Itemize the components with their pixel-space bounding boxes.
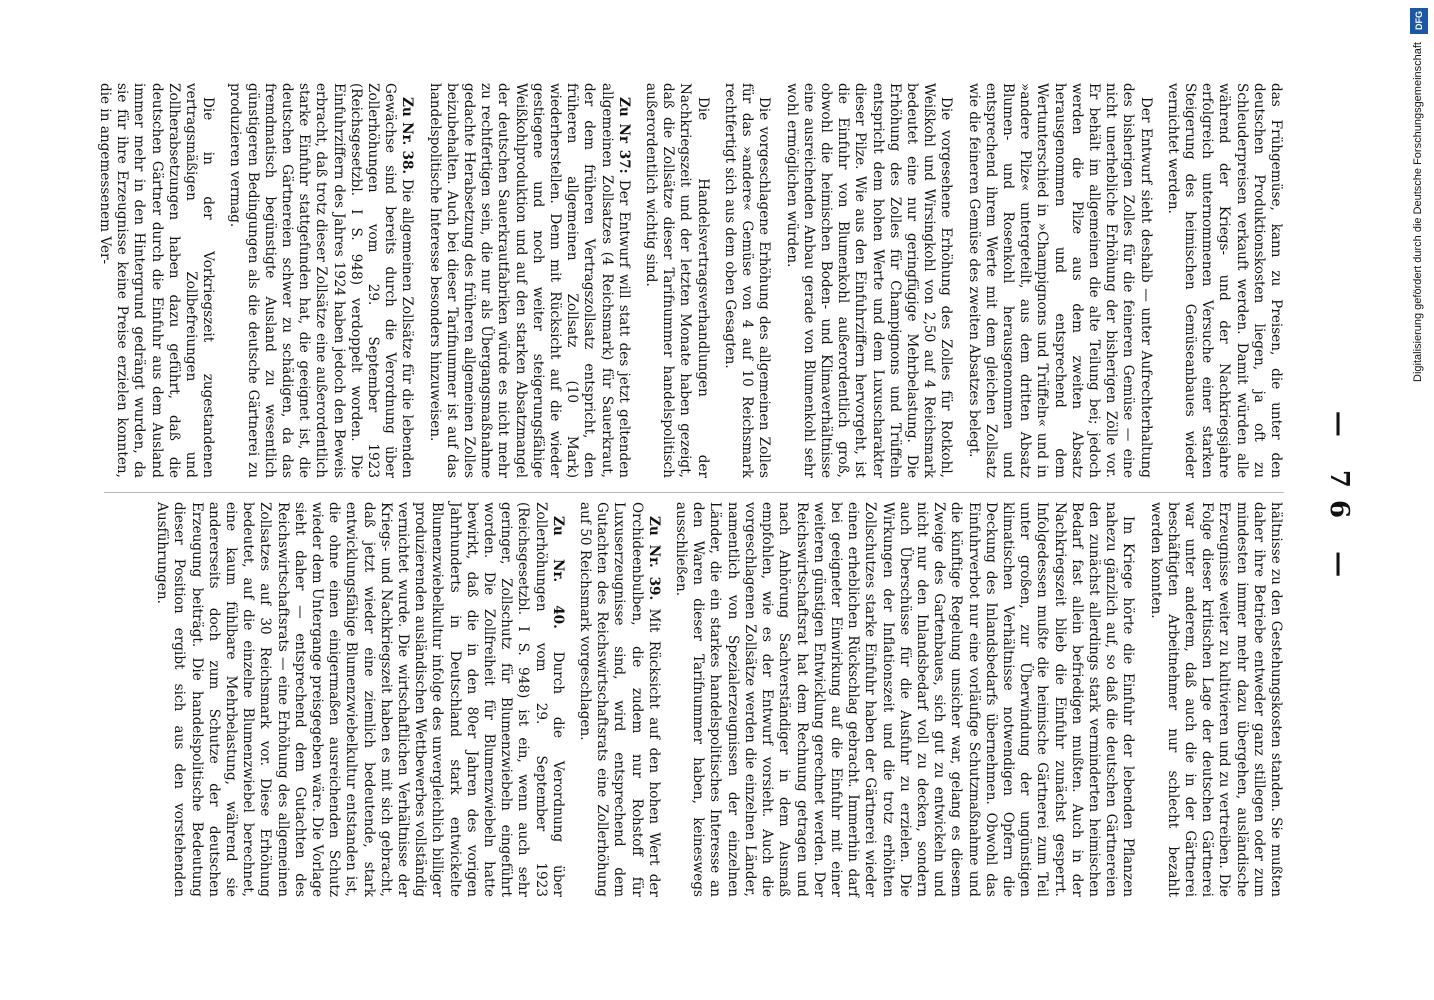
paragraph xyxy=(96,83,216,478)
dfg-logo: DFG xyxy=(1410,8,1428,34)
paragraph-text: Der Entwurf will statt des jetzt geltenden allgemeinen Zollsatzes (4 Reichsmark) für Sauerkraut, der dem früheren Vertragszollsatz entspricht, den früheren allgemeinen Zollsatz (10 Mark) wiederherstellen. Denn mit Rücksicht auf die wieder gestiegene und noch weiter steigerungsfähige Weißkohlproduktion und auf den starken Absatzmangel der deutschen Sauerkrautfabriken würde es nicht mehr zu rechtfertigen sein, die nur als Übergangsmaßnahme gedachte Herabsetzung des früheren allgemeinen Zolles beizubehalten. Auch bei dieser Tarifnummer ist auf das handelspolitische Interesse besonders hinzuweisen. xyxy=(426,83,632,478)
right-column xyxy=(143,502,1284,897)
paragraph-text: Im Kriege hörte die Einfuhr der lebenden Pflanzen nahezu gänzlich auf, so daß die deutschen Gärtnereien den zunächst allerdings stark verminderten heimischen Bedarf fast allein befriedigen mußten. Auch in der Nachkriegszeit blieb die Einfuhr zunächst gesperrt. Infolgedessen mußte die heimische Gärtnerei zum Teil unter großen, zur Überwindung der ungünstigen klimatischen Verhältnisse notwendigen Opfern die Deckung des Inlandsbedarfs übernehmen. Obwohl das Einfuhrverbot nur eine vorläufige Schutzmaßnahme und die künftige Regelung unsicher war, gelang es diesem Zweige des Gartenbaues, sich gut zu entwickeln und nicht nur den Inlandsbedarf voll zu decken, sondern auch Überschüsse für die Ausfuhr zu erzielen. Die Wirkungen der Inflationszeit und die trotz erhöhten Zollschutzes starke Einfuhr haben der Gärtnerei wieder einen erheblichen Rückschlag gebracht. Immerhin darf bei geeigneter Einwirkung auf die Einfuhr mit einer weiteren günstigen Entwicklung gerechnet werden. Der Reichswirtschaftsrat hat dem Rechnung getragen und nach Anhörung Sachverständiger in dem Ausmaß empfohlen, wie es der Entwurf vorsieht. Auch die vorgeschlagenen Zollsätze werden die einzelnen Länder, namentlich von Spezialerzeugnissen der einzelnen Länder, die ein starkes handelspolitisches Interesse an den Waren dieser Tarifnummer haben, keineswegs ausschließen. xyxy=(673,502,1137,897)
paragraph-text: das Frühgemüse, kann zu Preisen, die unter den deutschen Produktionskosten liegen, ja oft zu Schleuderpreisen verkauft werden. Damit würden alle während der Kriegs- und der Nachkriegsjahre erfolgreich unternommenen Versuche einer starken Steigerung des heimischen Gemüseanbaues wieder vernichtet werden. xyxy=(1164,83,1284,478)
paragraph-text: Die in der Vorkriegszeit zugestandenen vertragsmäßigen Zollbefreiungen und Zollherabsetzungen haben dazu geführt, daß die deutschen Gärtner durch die Einfuhr aus dem Ausland immer mehr in den Hintergrund gedrängt wurden, da sie für ihre Erzeugnisse keine Preise erzielen konnten, die in angemessenem Ver- xyxy=(97,83,217,478)
paragraph xyxy=(964,83,1153,478)
paragraph-text: Durch die Verordnung über Zollerhöhungen vom 29. September 1923 (Reichsgesetzbl. I S. 948) ist ein, wenn auch sehr geringer, Zollschutz für Blumenzwiebeln eingeführt worden. Die Zollfreiheit für Blumenzwiebeln hatte bewirkt, daß die in den 80er Jahren des vorigen Jahrhunderts in Deutschland stark entwickelte Blumenzwiebelkultur infolge des unvergleichlich billiger produzierenden ausländischen Wettbewerbes vollständig vernichtet wurde. Die wirtschaftlichen Verhältnisse der Kriegs- und Nachkriegszeit haben es mit sich gebracht, daß jetzt wieder eine ziemlich bedeutende, stark entwicklungsfähige Blumenzwiebelkultur entstanden ist, die ohne einen einigermaßen ausreichenden Schutz wieder dem Untergange preisgegeben wäre. Die Vorlage sieht daher — entsprechend dem Gutachten des Reichswirtschaftsrats — eine Erhöhung des allgemeinen Zollsatzes auf 30 Reichsmark vor. Diese Erhöhung bedeutet, auf die einzelne Blumenzwiebel berechnet, eine kaum fühlbare Mehrbelastung, während sie andererseits doch zum Schutze der deutschen Erzeugung beiträgt. Die handelspolitische Bedeutung dieser Position ergibt sich aus den vorstehenden Ausführungen. xyxy=(154,502,566,897)
paragraph-text: hältnisse zu den Gestehungskosten standen. Sie mußten daher ihre Betriebe entweder ganz stillegen oder zum mindesten immer mehr dazu übergehen, ausländische Erzeugnisse weiter zu kultivieren und zu vertreiben. Die Folge dieser kritischen Lage der deutschen Gärtnerei war unter anderem, daß auch die in der Gärtnerei beschäftigten Arbeitnehmer nur schlecht bezahlt werden konnten. xyxy=(1147,502,1284,897)
paragraph-lead: Zu Nr. 38. xyxy=(399,97,416,175)
paragraph-text: Mit Rücksicht auf den hohen Wert der Orchideenbulben, die zudem nur Rohstoff für Luxuserzeugnisse sind, wird entsprechend dem Gutachten des Reichswirtschaftsrats eine Zollerhöhung auf 50 Reichsmark vorgeschlagen. xyxy=(577,502,662,897)
paragraph xyxy=(721,83,773,478)
left-column xyxy=(86,83,1284,478)
paragraph-text: Die Handelsvertragsverhandlungen der Nachkriegszeit und der letzten Monate haben gezeigt, daß die Zollsätze dieser Tarifnummer handelspolitisch außerordentlich wichtig sind. xyxy=(643,83,711,478)
page-number: — 76 — xyxy=(1324,410,1354,590)
paragraph xyxy=(782,83,954,478)
paragraph-lead: Zu Nr. 40. xyxy=(549,516,566,629)
paragraph-lead: Zu Nr. 39. xyxy=(645,516,662,601)
paragraph xyxy=(672,502,1136,897)
paragraph xyxy=(642,83,711,478)
paragraph-lead: Zu Nr 37: xyxy=(615,97,632,174)
paragraph-text: Die vorgesehene Erhöhung des Zolles für Rotkohl, Weißkohl und Wirsingkohl von 2,50 auf 4 Reichsmark bedeutet eine nur geringfügige Mehrbelastung. Die Erhöhung des Zolles für Champignons und Trüffeln entspricht dem hohen Werte und dem Luxuscharakter dieser Pilze. Wie aus den Einfuhrziffern hervorgeht, ist die Einfuhr von Blumenkohl außerordentlich groß, obwohl die heimischen Boden- und Klimaverhältnisse eine ausreichenden Anbau gerade von Blumenkohl sehr wohl ermöglichen würden. xyxy=(783,83,955,478)
paragraph xyxy=(1146,502,1284,897)
paragraph-text: Die vorgeschlagene Erhöhung des allgemeinen Zolles für das »andere« Gemüse von 4 auf 10 Reichsmark rechtfertigt sich aus dem oben Gesagten. xyxy=(721,83,773,478)
paragraph xyxy=(226,83,415,478)
paragraph-text: Die allgemeinen Zollsätze für die lebenden Gewächse sind bereits durch die Verordnung über Zollerhöhungen vom 29. September 1923 (Reichsgesetzbl. I S. 948) verdoppelt worden. Die Einfuhrziffern des Jahres 1924 haben jedoch den Beweis erbracht, daß trotz dieser Zollsätze eine außerordentlich starke Einfuhr stattgefunden hat, die geeignet ist, die deutschen Gärtnereien schwer zu schädigen, da das fremdmatisch begünstigte Ausland zu wesentlich günstigeren Bedingungen als die deutsche Gärtnerei zu produzieren vermag. xyxy=(227,83,416,479)
funding-banner xyxy=(1408,10,1430,390)
column-divider xyxy=(104,492,1284,493)
paragraph xyxy=(1164,83,1284,478)
paragraph xyxy=(576,502,662,897)
funding-banner-text: Digitalisierung gefördert durch die Deutsche Forschungsgemeinschaft xyxy=(1412,42,1424,382)
paragraph-text: Der Entwurf sieht deshalb — unter Aufrechterhaltung des bisherigen Zolles für die feineren Gemüse — eine nicht unerhebliche Erhöhung der bisherigen Zölle vor. Er behält im allgemeinen die alte Teilung bei; jedoch werden die Pilze aus dem zweiten Absatz herausgenommen und entsprechend dem Wertunterschied in »Champignons und Trüffeln« und in »andere Pilze« untergeteilt, aus dem dritten Absatz Blumen- und Rosenkohl herausgenommen und entsprechend ihrem Werte mit dem gleichen Zollsatz wie die feineren Gemüse des zweiten Absatzes belegt. xyxy=(965,83,1154,478)
paragraph xyxy=(153,502,566,897)
paragraph xyxy=(425,83,631,478)
